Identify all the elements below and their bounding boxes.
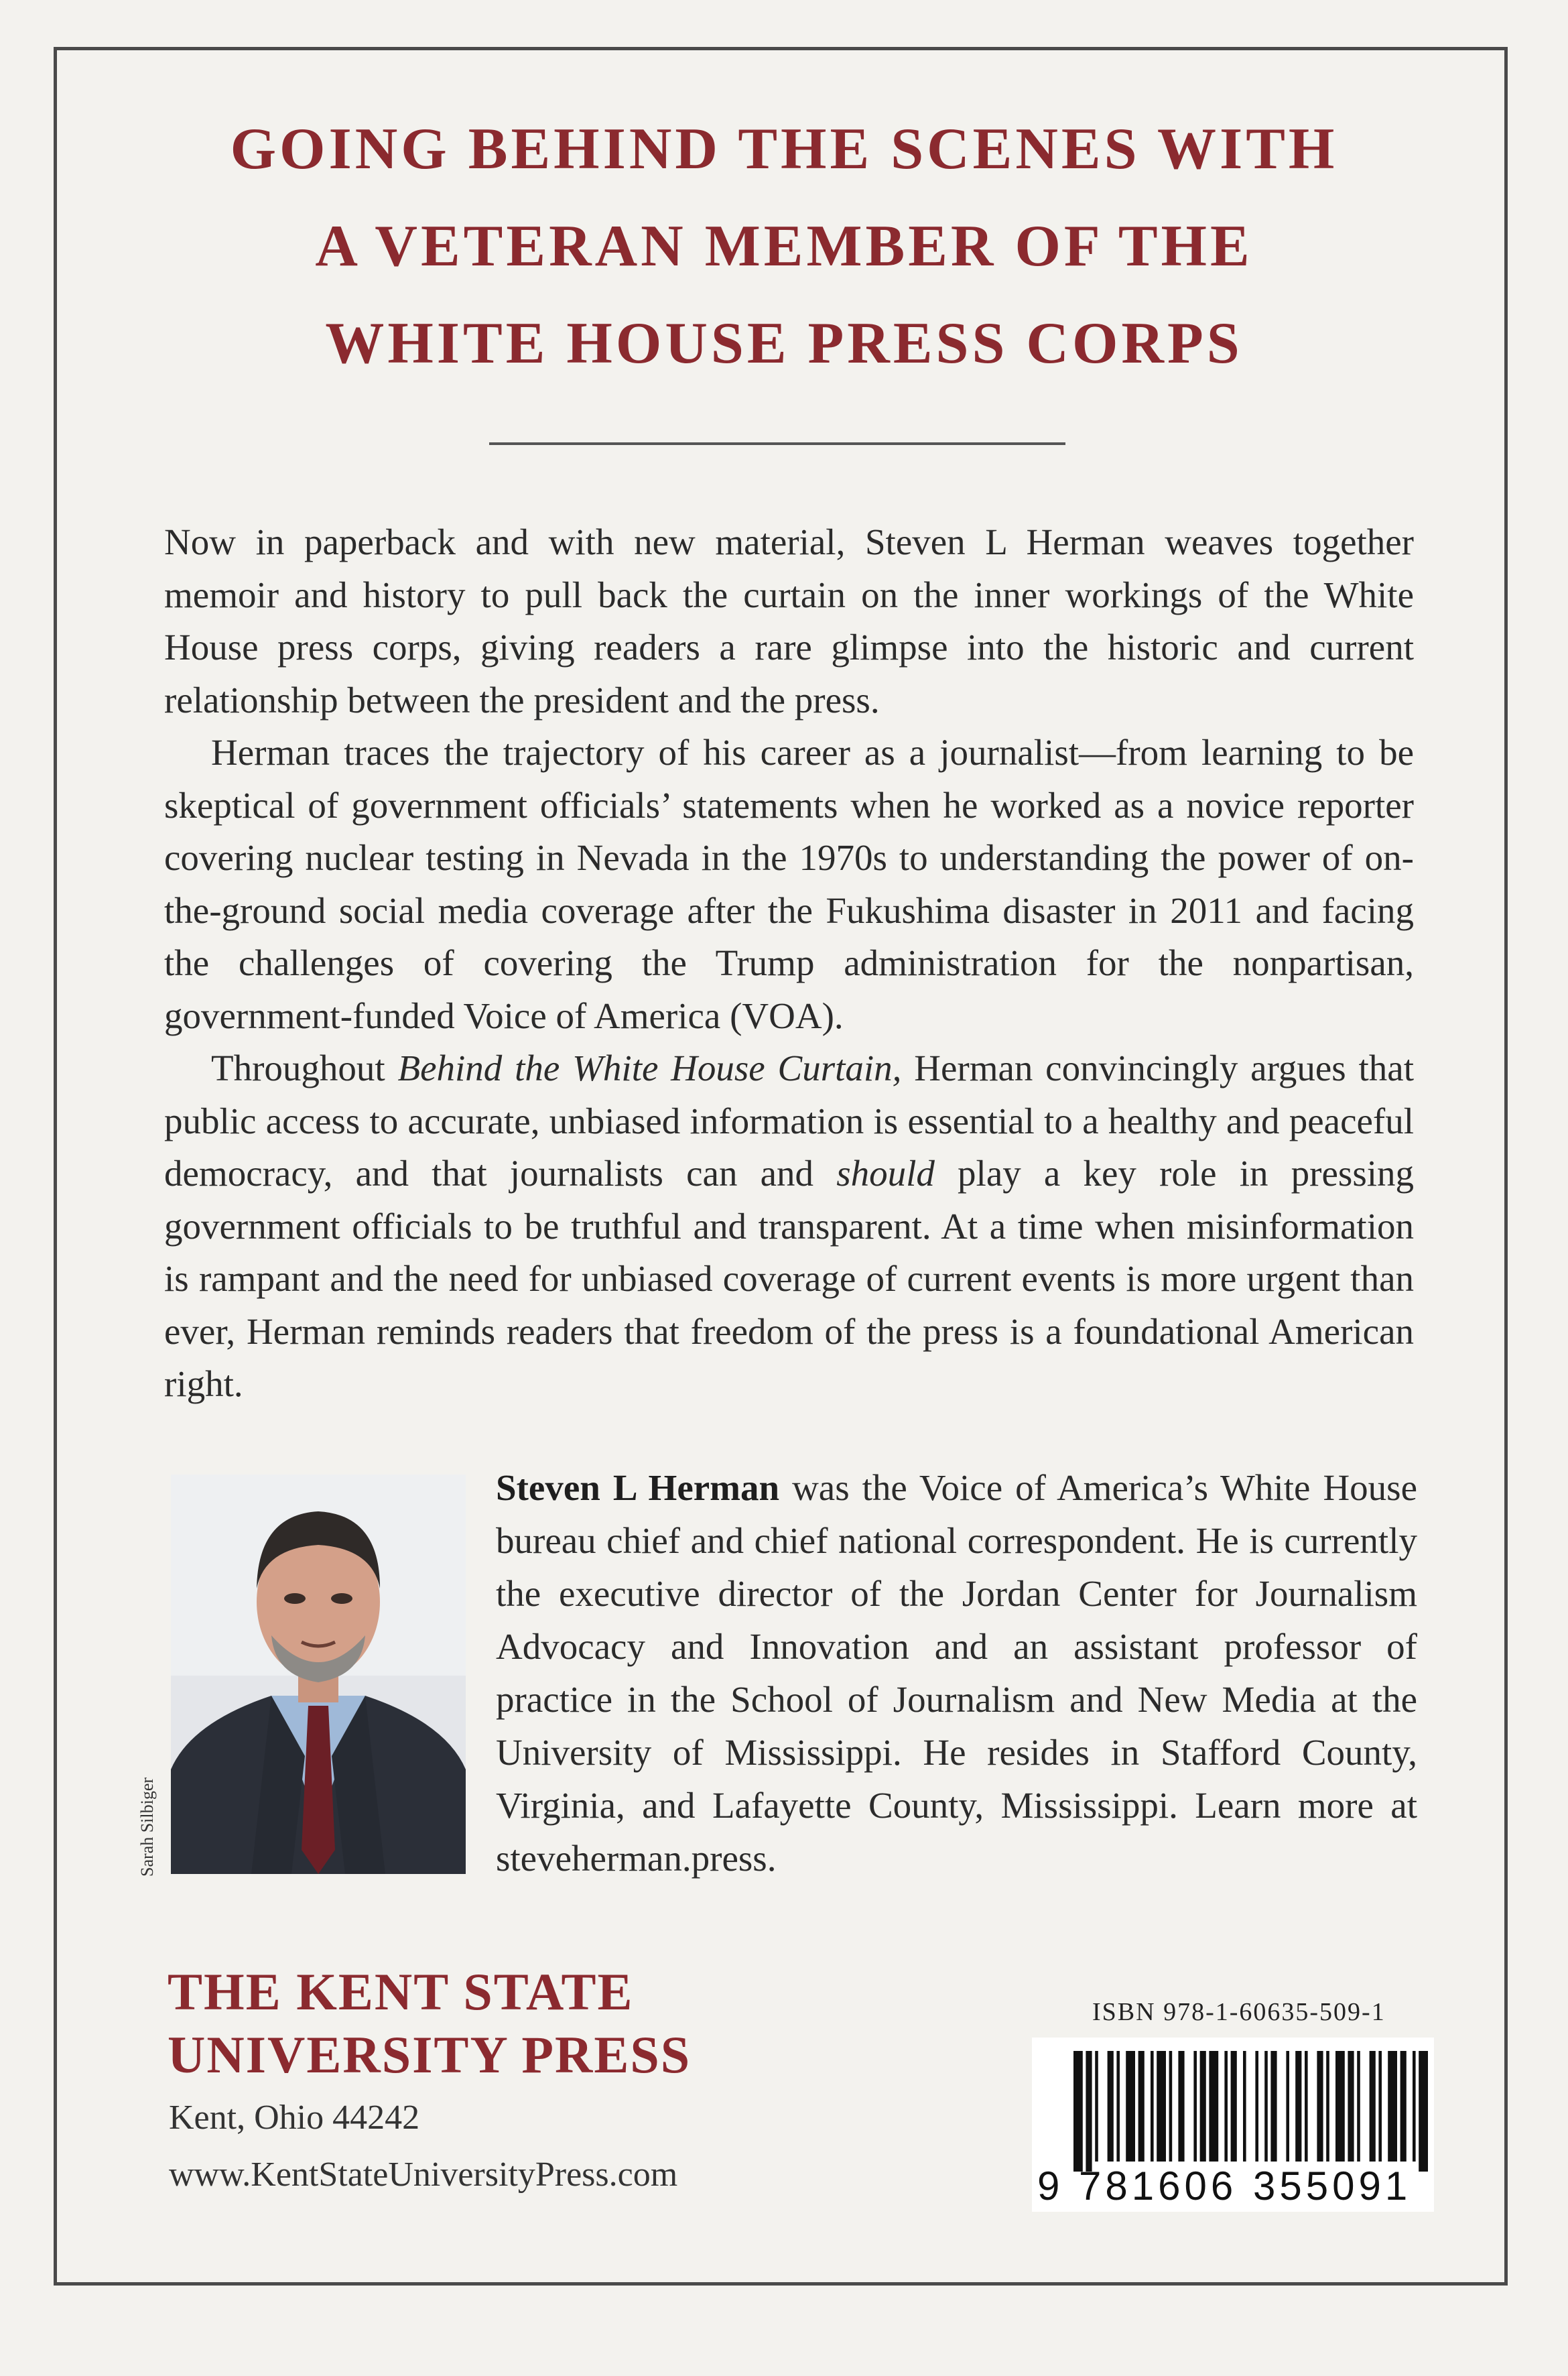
isbn-barcode — [1032, 2038, 1434, 2212]
p3-text-a: Throughout — [211, 1048, 398, 1088]
barcode-bar — [1138, 2051, 1145, 2162]
publisher-name-line-1: THE KENT STATE — [168, 1962, 634, 2021]
author-portrait-illustration — [171, 1475, 466, 1874]
description-paragraph-2: Herman traces the trajectory of his career as a journalist—from learning to be skeptical of government officials’ statements when he worked as a novice reporter covering nuclear testing in Nevada in the 1970s to understanding the power of on-the-ground social media coverage after the Fukushima disaster in 2011 and facing the challenges of covering the Trump administration for the nonpartisan, government-funded Voice of America (VOA). — [164, 732, 1414, 1036]
barcode-bar — [1231, 2051, 1237, 2162]
barcode-bar — [1286, 2051, 1289, 2162]
barcode-bar — [1326, 2051, 1329, 2162]
headline — [161, 101, 1407, 392]
isbn-label: ISBN 978-1-60635-509-1 — [1092, 1998, 1386, 2026]
barcode-bar — [1378, 2051, 1382, 2162]
description-paragraph-3 — [164, 1042, 1414, 1411]
headline-line-1: GOING BEHIND THE SCENES WITH — [230, 117, 1338, 182]
barcode-bar — [1095, 2051, 1098, 2162]
emphasis-should: should — [836, 1153, 935, 1194]
barcode-bar — [1305, 2051, 1308, 2162]
description-text — [164, 516, 1414, 1411]
barcode-bar — [1348, 2051, 1354, 2162]
photo-credit: Sarah Silbiger — [137, 1777, 157, 1877]
barcode-bar — [1178, 2051, 1184, 2162]
publisher-name — [168, 1960, 691, 2086]
barcode-bar — [1126, 2051, 1135, 2162]
description-paragraph-1: Now in paperback and with new material, Steven L Herman weaves together memoir and history to pull back the curtain on the inner workings of the White House press corps, giving readers a rare glimpse into the historic and current relationship between the president and the press. — [164, 521, 1414, 721]
author-name: Steven L Herman — [496, 1467, 780, 1508]
publisher-location: Kent, Ohio 44242 — [169, 2099, 420, 2137]
barcode-bar — [1151, 2051, 1154, 2162]
p3-text-c: play a key role in pressing government officials to be truthful and transparent. At a time when misinformation is rampant and the need for unbiased coverage of current events is more urgent than ever, Herman reminds readers that freedom of the press is a foundational American right. — [164, 1153, 1415, 1404]
barcode-bar — [1270, 2051, 1277, 2162]
barcode-bar — [1264, 2051, 1268, 2162]
barcode-bar — [1193, 2051, 1197, 2162]
barcode-digit-first: 9 — [1037, 2164, 1060, 2208]
barcode-bars — [1032, 2038, 1434, 2172]
barcode-bar — [1413, 2051, 1416, 2162]
headline-line-3: WHITE HOUSE PRESS CORPS — [325, 311, 1243, 376]
barcode-digits-right: 355091 — [1253, 2164, 1412, 2208]
barcode-bar — [1357, 2051, 1360, 2162]
barcode-bar — [1169, 2051, 1173, 2162]
p3-text-b: Herman convincingly argues that public access to accurate, unbiased information is essential to a healthy and peaceful democracy, and that journalists can and — [164, 1048, 1414, 1194]
barcode-bar — [1370, 2051, 1376, 2162]
barcode-bar — [1116, 2051, 1120, 2162]
barcode-bar — [1073, 2051, 1083, 2172]
publisher-website: www.KentStateUniversityPress.com — [169, 2155, 678, 2194]
barcode-bar — [1255, 2051, 1258, 2162]
author-bio — [496, 1461, 1417, 1885]
barcode-bar — [1419, 2051, 1428, 2172]
author-photo — [171, 1475, 466, 1874]
barcode-bar — [1224, 2051, 1228, 2162]
barcode-bar — [1400, 2051, 1407, 2162]
barcode-bar — [1108, 2051, 1114, 2162]
barcode-bar — [1388, 2051, 1397, 2162]
barcode-bar — [1086, 2051, 1092, 2172]
barcode-bar — [1317, 2051, 1323, 2162]
barcode-bar — [1157, 2051, 1166, 2162]
author-bio-text: was the Voice of America’s White House bureau chief and chief national correspondent. He is currently the executive director of the Jordan Center for Journalism Advocacy and Innovation and an assistant professor of practice in the School of Journalism and New Media at the University of Mississippi. He resides in Stafford County, Virginia, and Lafayette County, Mississippi. Learn more at steveherman.press. — [496, 1467, 1417, 1879]
divider-rule — [489, 442, 1065, 445]
book-title: Behind the White House Curtain, — [397, 1048, 902, 1088]
barcode-bar — [1200, 2051, 1206, 2162]
barcode-bar — [1295, 2051, 1301, 2162]
barcode-digits-left: 781606 — [1079, 2164, 1238, 2208]
headline-line-2: A VETERAN MEMBER OF THE — [315, 214, 1253, 279]
barcode-bar — [1243, 2051, 1246, 2162]
barcode-bar — [1209, 2051, 1218, 2162]
barcode-bar — [1335, 2051, 1345, 2162]
publisher-name-line-2: UNIVERSITY PRESS — [168, 2025, 692, 2084]
